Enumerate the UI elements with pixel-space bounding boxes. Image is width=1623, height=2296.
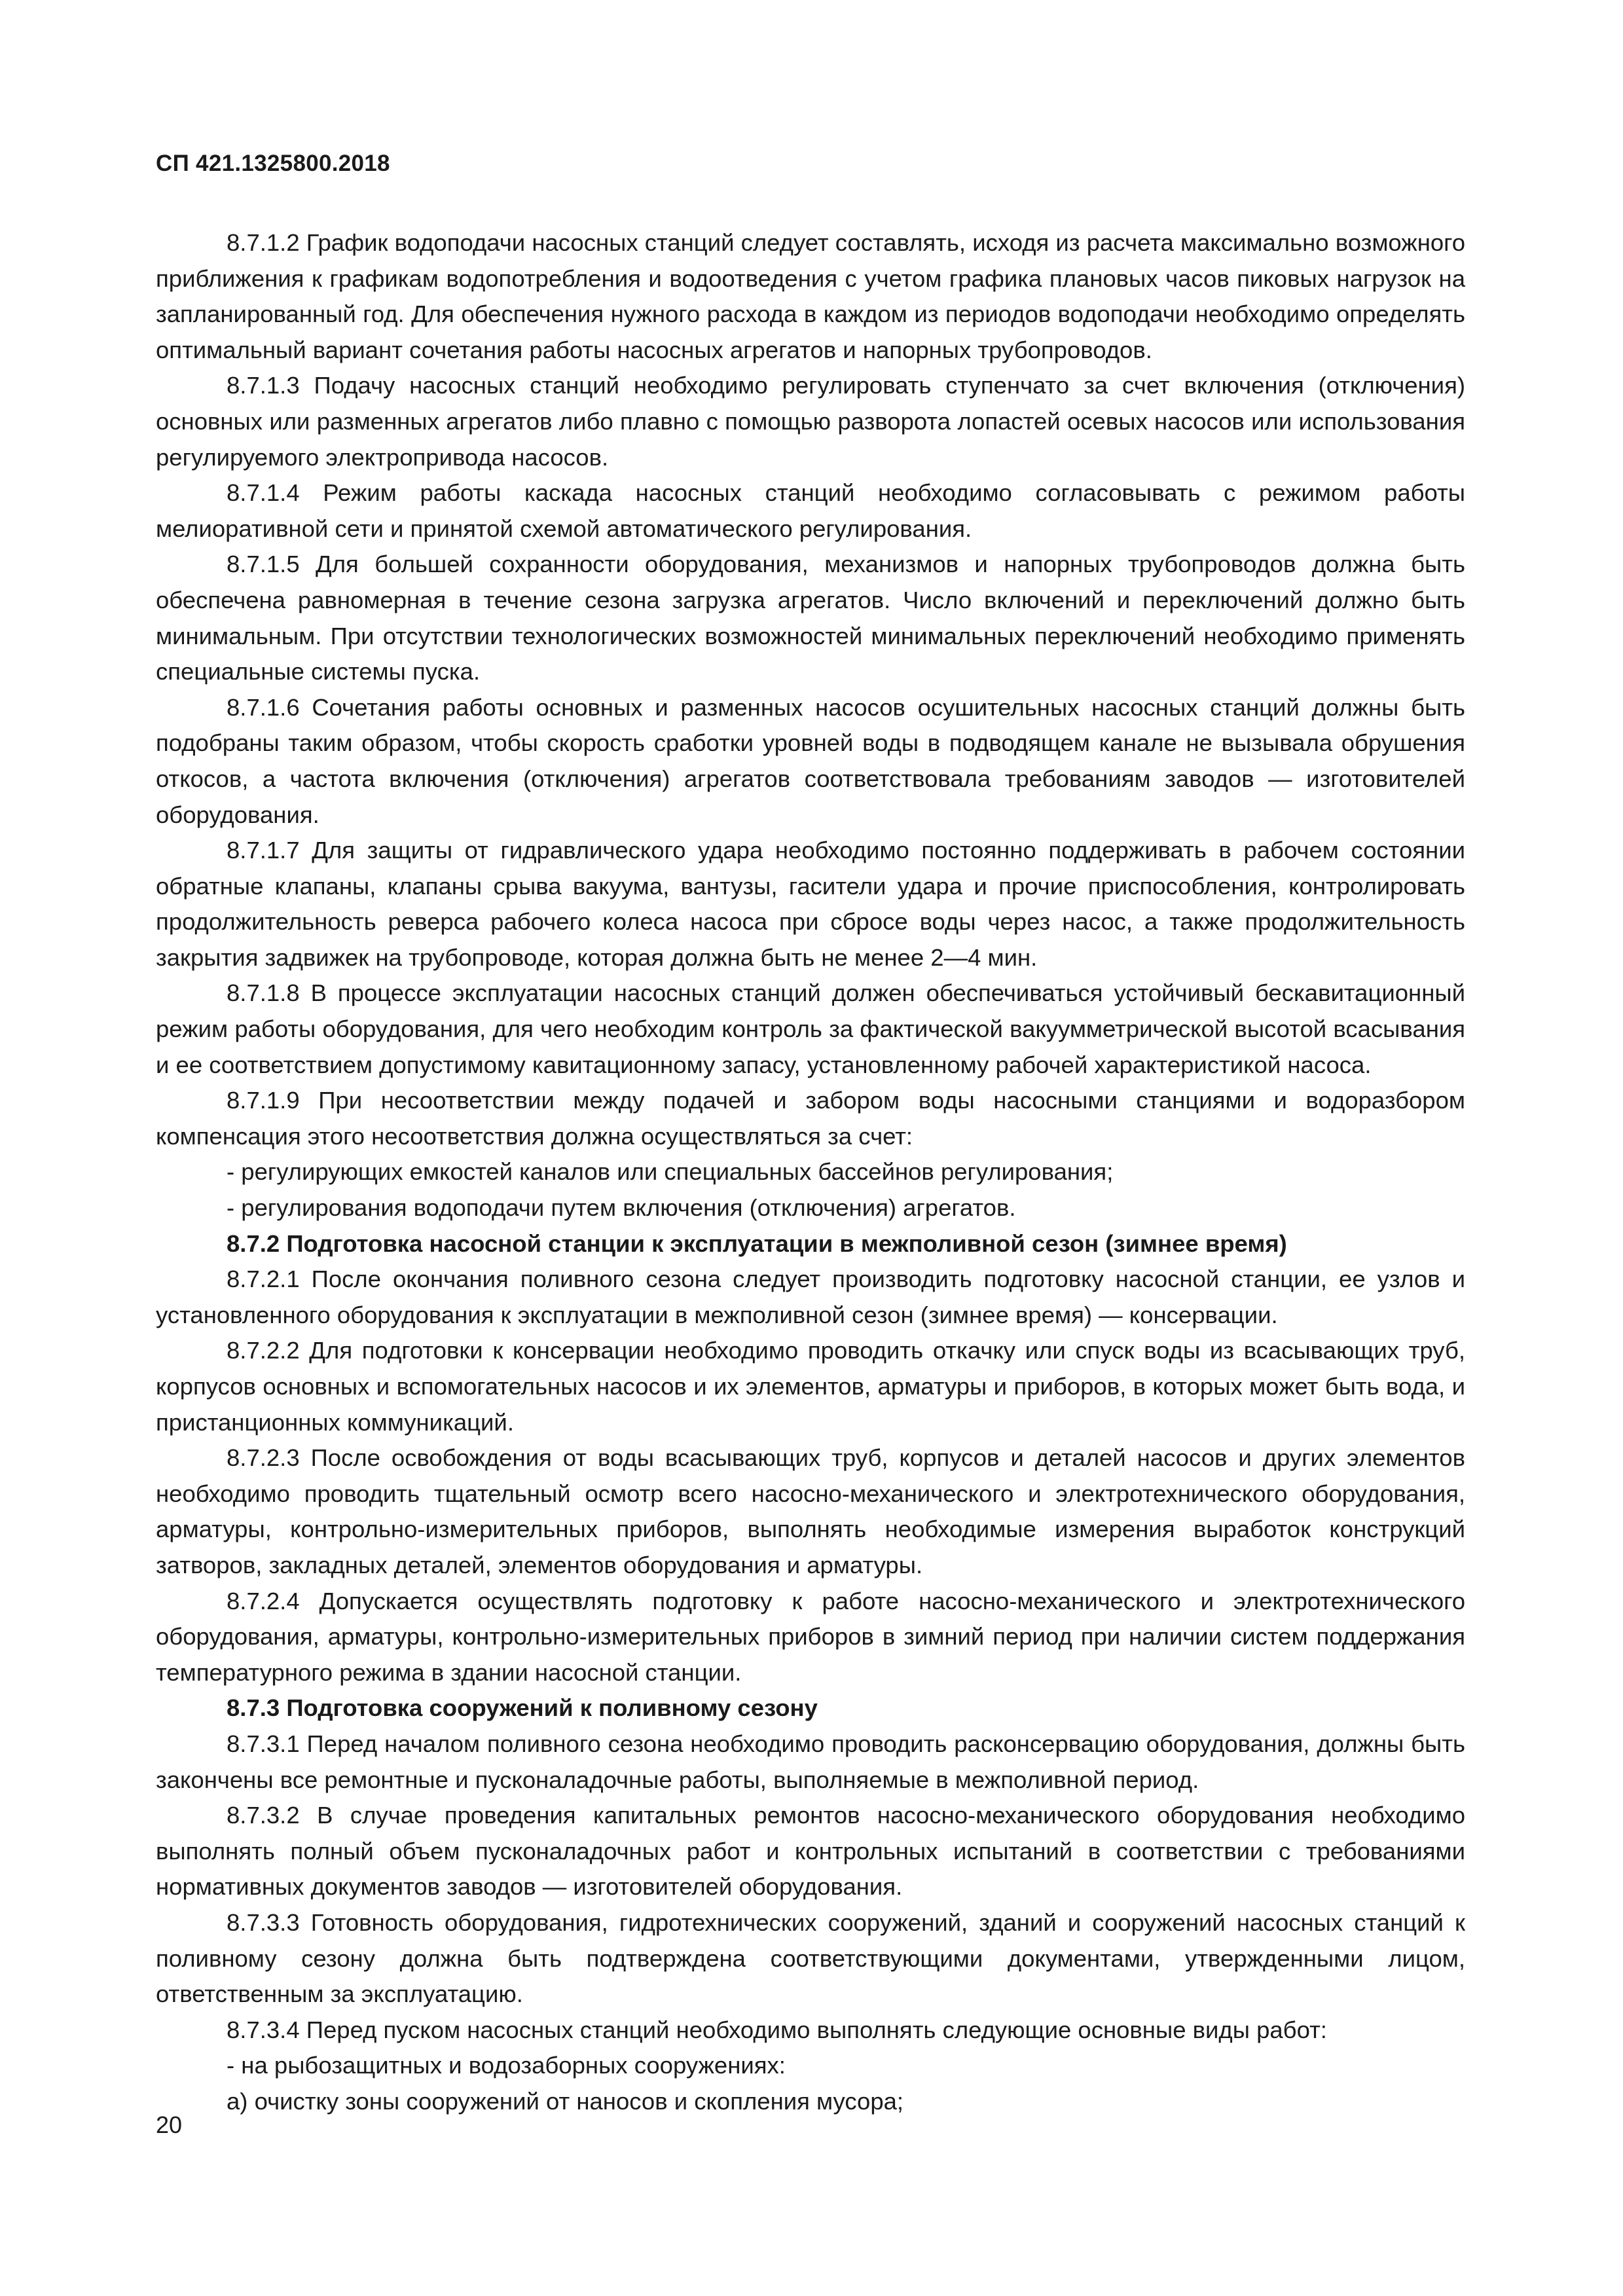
paragraph-8-7-1-3: 8.7.1.3 Подачу насосных станций необходимо регулировать ступенчато за счет включения (отключения) основных или разменных агрегатов либо плавно с помощью разворота лопастей осевых насосов или использования регулируемого электропривода насосов.: [156, 372, 1465, 471]
paragraph-8-7-1-5: 8.7.1.5 Для большей сохранности оборудования, механизмов и напорных трубопроводов должна быть обеспечена равномерная в течение сезона загрузка агрегатов. Число включений и переключений должно быть минимальным. При отсутствии технологических возможностей минимальных переключений необходимо применять специальные системы пуска.: [156, 551, 1465, 685]
document-code-header: СП 421.1325800.2018: [156, 151, 390, 176]
paragraph-8-7-3-2: 8.7.3.2 В случае проведения капитальных ремонтов насосно-механического оборудования необходимо выполнять полный объем пусконаладочных работ и контрольных испытаний в соответствии с требованиями нормативных документов заводов — изготовителей оборудования.: [156, 1802, 1465, 1901]
section-heading-8-7-3: 8.7.3 Подготовка сооружений к поливному сезону: [227, 1694, 818, 1722]
paragraph-8-7-3-1: 8.7.3.1 Перед началом поливного сезона необходимо проводить расконсервацию оборудования, должны быть закончены все ремонтные и пусконаладочные работы, выполняемые в межполивной период.: [156, 1730, 1465, 1793]
paragraph-8-7-3-3: 8.7.3.3 Готовность оборудования, гидротехнических сооружений, зданий и сооружений насосных станций к поливному сезону должна быть подтверждена соответствующими документами, утвержденными лицом, ответственным за эксплуатацию.: [156, 1908, 1465, 2008]
paragraph-8-7-1-2: 8.7.1.2 График водоподачи насосных станций следует составлять, исходя из расчета максимально возможного приближения к графикам водопотребления и водоотведения с учетом графика плановых часов пиковых нагрузок на запланированный год. Для обеспечения нужного расхода в каждом из периодов водоподачи необходимо определять оптимальный вариант сочетания работы насосных агрегатов и напорных трубопроводов.: [156, 229, 1465, 363]
list-item: - на рыбозащитных и водозаборных сооружениях:: [227, 2052, 786, 2079]
page-number: 20: [156, 2111, 183, 2138]
paragraph-8-7-1-9: 8.7.1.9 При несоответствии между подачей и забором воды насосными станциями и водоразбором компенсация этого несоответствия должна осуществляться за счет:: [156, 1087, 1465, 1150]
paragraph-8-7-1-7: 8.7.1.7 Для защиты от гидравлического удара необходимо постоянно поддерживать в рабочем состоянии обратные клапаны, клапаны срыва вакуума, вантузы, гасители удара и прочие приспособления, контролировать продолжительность реверса рабочего колеса насоса при сбросе воды через насос, а также продолжительность закрытия задвижек на трубопроводе, которая должна быть не менее 2—4 мин.: [156, 837, 1465, 971]
paragraph-8-7-2-3: 8.7.2.3 После освобождения от воды всасывающих труб, корпусов и деталей насосов и других элементов необходимо проводить тщательный осмотр всего насосно-механического и электротехнического оборудования, арматуры, контрольно-измерительных приборов, выполнять необходимые измерения выработок конструкций затворов, закладных деталей, элементов оборудования и арматуры.: [156, 1444, 1465, 1578]
paragraph-8-7-1-4: 8.7.1.4 Режим работы каскада насосных станций необходимо согласовывать с режимом работы мелиоративной сети и принятой схемой автоматического регулирования.: [156, 479, 1465, 542]
list-item: - регулирующих емкостей каналов или специальных бассейнов регулирования;: [227, 1158, 1114, 1186]
section-heading-8-7-2: 8.7.2 Подготовка насосной станции к эксплуатации в межполивной сезон (зимнее время): [227, 1230, 1287, 1257]
paragraph-8-7-1-6: 8.7.1.6 Сочетания работы основных и разменных насосов осушительных насосных станций должны быть подобраны таким образом, чтобы скорость сработки уровней воды в подводящем канале не вызывала обрушения откосов, а частота включения (отключения) агрегатов соответствовала требованиям заводов — изготовителей оборудования.: [156, 693, 1465, 828]
paragraph-8-7-2-1: 8.7.2.1 После окончания поливного сезона следует производить подготовку насосной станции, ее узлов и установленного оборудования к эксплуатации в межполивной сезон (зимнее время) — консервации.: [156, 1266, 1465, 1328]
document-body: [156, 225, 1465, 2119]
paragraph-8-7-1-8: 8.7.1.8 В процессе эксплуатации насосных станций должен обеспечиваться устойчивый бескавитационный режим работы оборудования, для чего необходим контроль за фактической вакуумметрической высотой всасывания и ее соответствием допустимому кавитационному запасу, установленному рабочей характеристикой насоса.: [156, 979, 1465, 1078]
paragraph-8-7-2-2: 8.7.2.2 Для подготовки к консервации необходимо проводить откачку или спуск воды из всасывающих труб, корпусов основных и вспомогательных насосов и их элементов, арматуры и приборов, в которых может быть вода, и пристанционных коммуникаций.: [156, 1337, 1465, 1436]
list-item: а) очистку зоны сооружений от наносов и скопления мусора;: [227, 2087, 904, 2115]
paragraph-8-7-3-4: 8.7.3.4 Перед пуском насосных станций необходимо выполнять следующие основные виды работ:: [227, 2016, 1327, 2043]
paragraph-8-7-2-4: 8.7.2.4 Допускается осуществлять подготовку к работе насосно-механического и электротехнического оборудования, арматуры, контрольно-измерительных приборов в зимний период при наличии систем поддержания температурного режима в здании насосной станции.: [156, 1587, 1465, 1686]
list-item: - регулирования водоподачи путем включения (отключения) агрегатов.: [227, 1194, 1016, 1222]
